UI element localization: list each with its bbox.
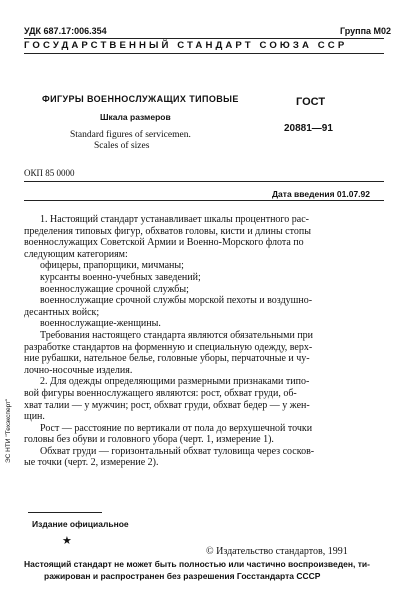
group-code: Группа М02 bbox=[340, 26, 392, 36]
udk-code: УДК 687.17:006.354 bbox=[24, 26, 107, 36]
body-line: военнослужащие срочной службы морской пехоты и воздушно- bbox=[40, 295, 313, 307]
body-line: офицеры, прапорщики, мичманы; bbox=[40, 260, 184, 272]
body-line: разработке стандартов на форменную и специальную одежду, верх- bbox=[24, 341, 313, 353]
english-title-line-2: Scales of sizes bbox=[94, 141, 150, 151]
body-line: пределения типовых фигур, обхватов головы, кисти и длины стопы bbox=[24, 225, 311, 237]
body-line: хват талии — у мужчин; рост, обхват груди, обхват бедер — у жен- bbox=[24, 399, 310, 411]
body-line: ние рубашки, нательное белье, головные уборы, перчаточные и чу- bbox=[24, 353, 310, 365]
standard-title: ГОСУДАРСТВЕННЫЙ СТАНДАРТ СОЮЗА ССР bbox=[24, 40, 348, 51]
body-line: головы без обуви и головного убора (черт. 1, измерение 1). bbox=[24, 434, 274, 446]
body-line: курсанты военно-учебных заведений; bbox=[40, 271, 201, 283]
body-text bbox=[24, 214, 384, 469]
body-line: военнослужащие срочной службы; bbox=[40, 283, 189, 295]
top-rule bbox=[24, 38, 384, 39]
body-line: десантных войск; bbox=[24, 306, 100, 318]
reproduction-notice-line-2: ражирован и распространен без разрешения Госстандарта СССР bbox=[44, 571, 321, 581]
okp-code: ОКП 85 0000 bbox=[24, 168, 75, 178]
effective-date: Дата введения 01.07.92 bbox=[272, 189, 370, 199]
body-line: Рост — расстояние по вертикали от пола до верхушечной точки bbox=[40, 422, 313, 434]
body-line: Обхват груди — горизонтальный обхват туловища через сосков- bbox=[40, 445, 315, 457]
star-icon: ★ bbox=[62, 535, 72, 547]
english-title-line-1: Standard figures of servicemen. bbox=[70, 130, 191, 140]
okp-rule bbox=[24, 181, 384, 182]
body-line: лочно-носочные изделия. bbox=[24, 364, 133, 376]
body-line: вой фигуры военнослужащего являются: рост, обхват груди, об- bbox=[24, 387, 297, 399]
header-rule bbox=[24, 53, 384, 54]
gost-number: 20881—91 bbox=[284, 123, 333, 134]
copyright-notice: © Издательство стандартов, 1991 bbox=[206, 546, 348, 557]
body-line: ые точки (черт. 2, измерение 2). bbox=[24, 457, 159, 469]
body-line: военнослужащие-женщины. bbox=[40, 318, 161, 330]
body-line: Требования настоящего стандарта являются обязательными при bbox=[40, 329, 314, 341]
date-rule bbox=[24, 200, 384, 201]
body-line: 2. Для одежды определяющими размерными признаками типо- bbox=[40, 376, 310, 388]
gost-label: ГОСТ bbox=[296, 96, 326, 108]
document-title: ФИГУРЫ ВОЕННОСЛУЖАЩИХ ТИПОВЫЕ bbox=[42, 94, 239, 104]
body-line: щин. bbox=[24, 411, 45, 423]
reproduction-notice-line-1: Настоящий стандарт не может быть полностью или частично воспроизведен, ти- bbox=[24, 559, 370, 569]
side-stamp: ЭС НТИ "Техэксперт" bbox=[5, 398, 12, 463]
body-line: следующим категориям: bbox=[24, 248, 128, 260]
official-edition-label: Издание официальное bbox=[32, 519, 129, 529]
official-rule bbox=[28, 512, 102, 513]
document-subtitle: Шкала размеров bbox=[100, 112, 171, 122]
body-line: 1. Настоящий стандарт устанавливает шкалы процентного рас- bbox=[40, 214, 309, 225]
body-line: военнослужащих Советской Армии и Военно-Морского флота по bbox=[24, 237, 304, 249]
